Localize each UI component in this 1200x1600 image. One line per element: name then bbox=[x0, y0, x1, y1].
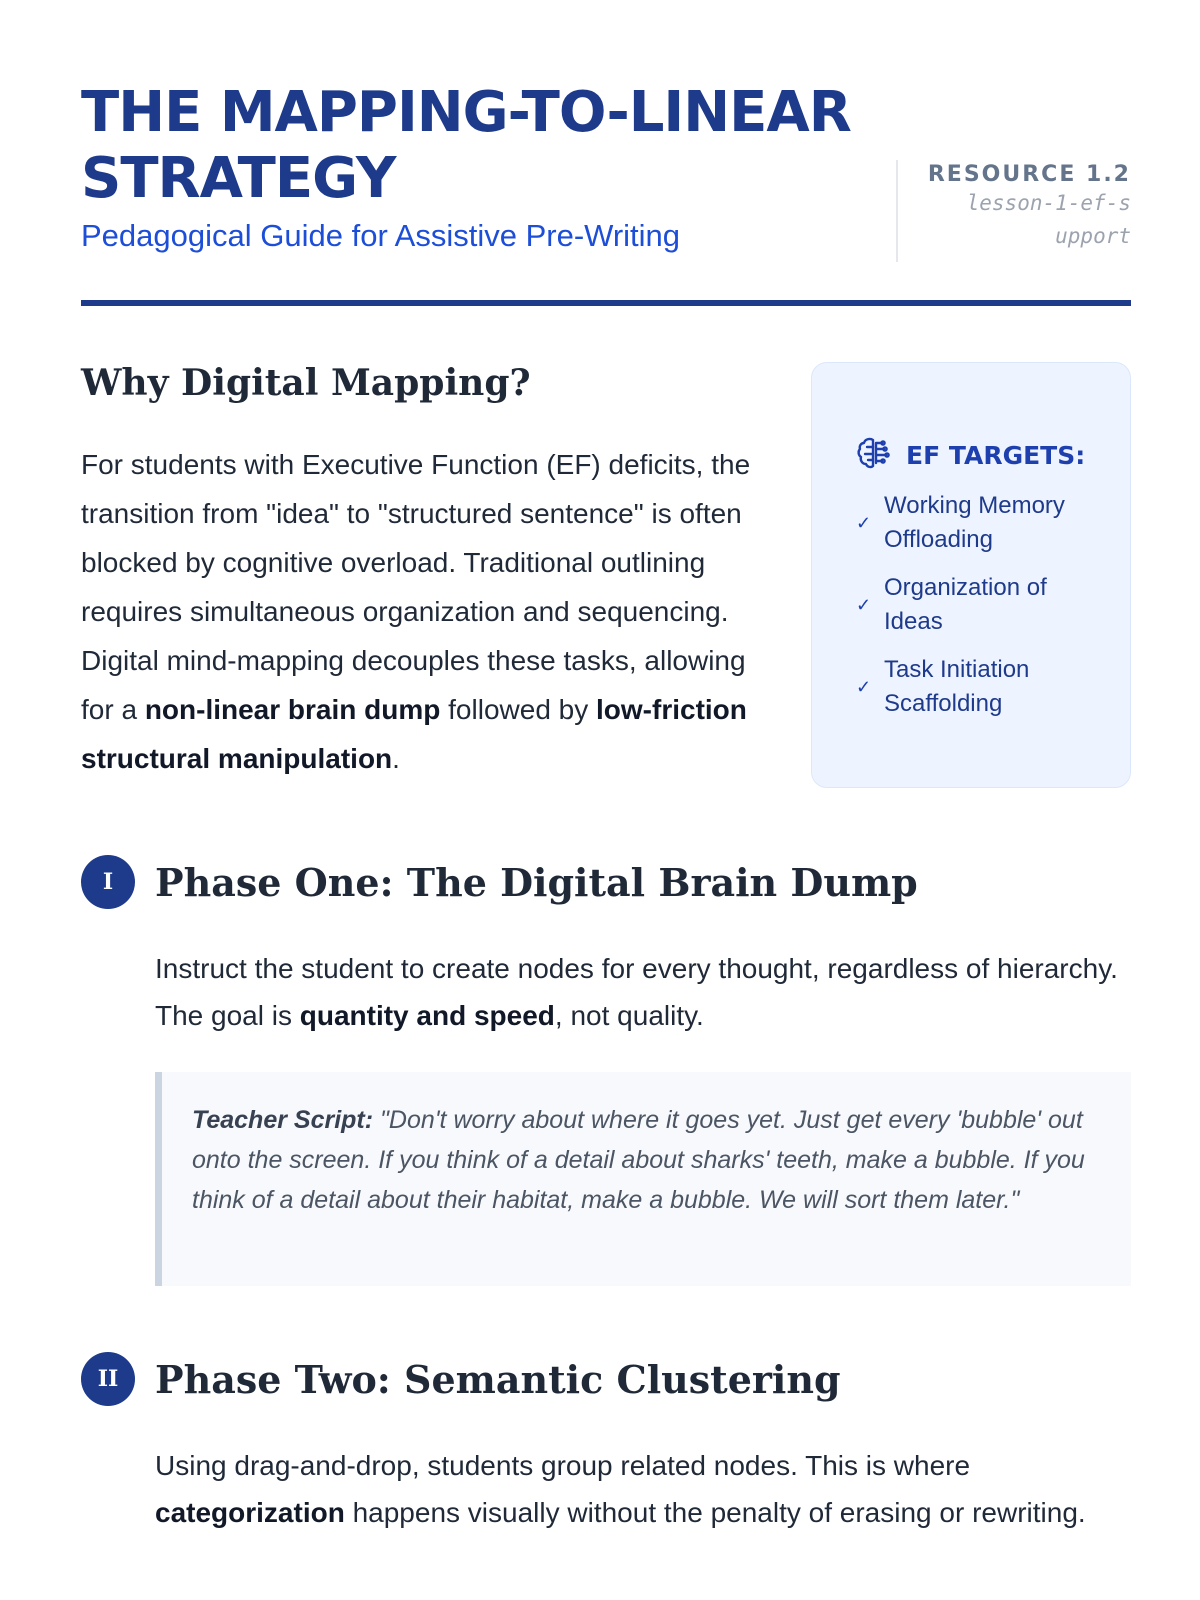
brain-icon bbox=[856, 435, 892, 476]
phase-one-text-1: Instruct the student to create nodes for every thought, regardless of hierarchy. The goal is bbox=[155, 953, 1118, 1031]
phase-one-title: Phase One: The Digital Brain Dump bbox=[155, 859, 918, 905]
title-block bbox=[81, 80, 901, 254]
intro-emphasis-1: non-linear brain dump bbox=[144, 694, 441, 725]
phase-one-text-2: , not quality. bbox=[554, 1000, 704, 1031]
list-item bbox=[856, 653, 1106, 721]
phase-two-header bbox=[81, 1352, 841, 1406]
check-icon: ✓ bbox=[856, 594, 872, 615]
page-title: THE MAPPING-TO-LINEAR STRATEGY bbox=[81, 80, 851, 211]
phase-number-badge: II bbox=[81, 1352, 135, 1406]
teacher-script-callout bbox=[155, 1072, 1131, 1286]
document-header bbox=[81, 80, 1131, 310]
ef-target-label: Organization of Ideas bbox=[884, 574, 1047, 635]
intro-heading: Why Digital Mapping? bbox=[81, 362, 531, 404]
phase-one-paragraph bbox=[155, 945, 1131, 1039]
resource-info bbox=[896, 160, 1131, 262]
ef-targets-title: EF TARGETS: bbox=[906, 441, 1086, 470]
phase-two-text-2: happens visually without the penalty of erasing or rewriting. bbox=[344, 1497, 1086, 1528]
check-icon: ✓ bbox=[856, 676, 872, 697]
intro-paragraph bbox=[81, 440, 751, 783]
phase-two-title: Phase Two: Semantic Clustering bbox=[155, 1356, 841, 1402]
phase-number-badge: I bbox=[81, 855, 135, 909]
phase-one-header bbox=[81, 855, 918, 909]
teacher-script-label: Teacher Script: bbox=[192, 1106, 374, 1134]
phase-one-emphasis: quantity and speed bbox=[299, 1000, 555, 1031]
resource-label: RESOURCE 1.2 bbox=[927, 162, 1131, 187]
list-item bbox=[856, 489, 1106, 557]
intro-text-2: followed by bbox=[440, 694, 597, 725]
check-icon: ✓ bbox=[856, 512, 872, 533]
ef-target-label: Task Initiation Scaffolding bbox=[884, 656, 1030, 717]
list-item bbox=[856, 571, 1106, 639]
ef-target-label: Working Memory Offloading bbox=[884, 492, 1065, 553]
phase-two-paragraph bbox=[155, 1442, 1131, 1536]
resource-id: lesson-1-ef-support bbox=[966, 191, 1131, 248]
intro-text-3: . bbox=[392, 743, 400, 774]
intro-emphasis-2: low-friction structural manipulation bbox=[81, 694, 747, 774]
teacher-script-text bbox=[192, 1100, 1101, 1220]
teacher-script-quote: "Don't worry about where it goes yet. Just get every 'bubble' out onto the screen. If you think of a detail about sharks' teeth, make a bubble. If you think of a detail about their habitat, make a bubble. We will sort them later." bbox=[192, 1106, 1085, 1214]
header-divider bbox=[81, 300, 1131, 306]
ef-targets-header bbox=[856, 435, 1085, 476]
ef-targets-list bbox=[856, 489, 1106, 735]
page-subtitle: Pedagogical Guide for Assistive Pre-Writing bbox=[81, 218, 681, 253]
phase-two-emphasis: categorization bbox=[155, 1497, 345, 1528]
phase-two-text-1: Using drag-and-drop, students group related nodes. This is where bbox=[155, 1450, 971, 1481]
ef-targets-card bbox=[811, 362, 1131, 788]
intro-text-1: For students with Executive Function (EF) deficits, the transition from "idea" to "structured sentence" is often blocked by cognitive overload. Traditional outlining requires simultaneous organization and sequencing. Digital mind-mapping decouples these tasks, allowing for a bbox=[81, 449, 751, 725]
